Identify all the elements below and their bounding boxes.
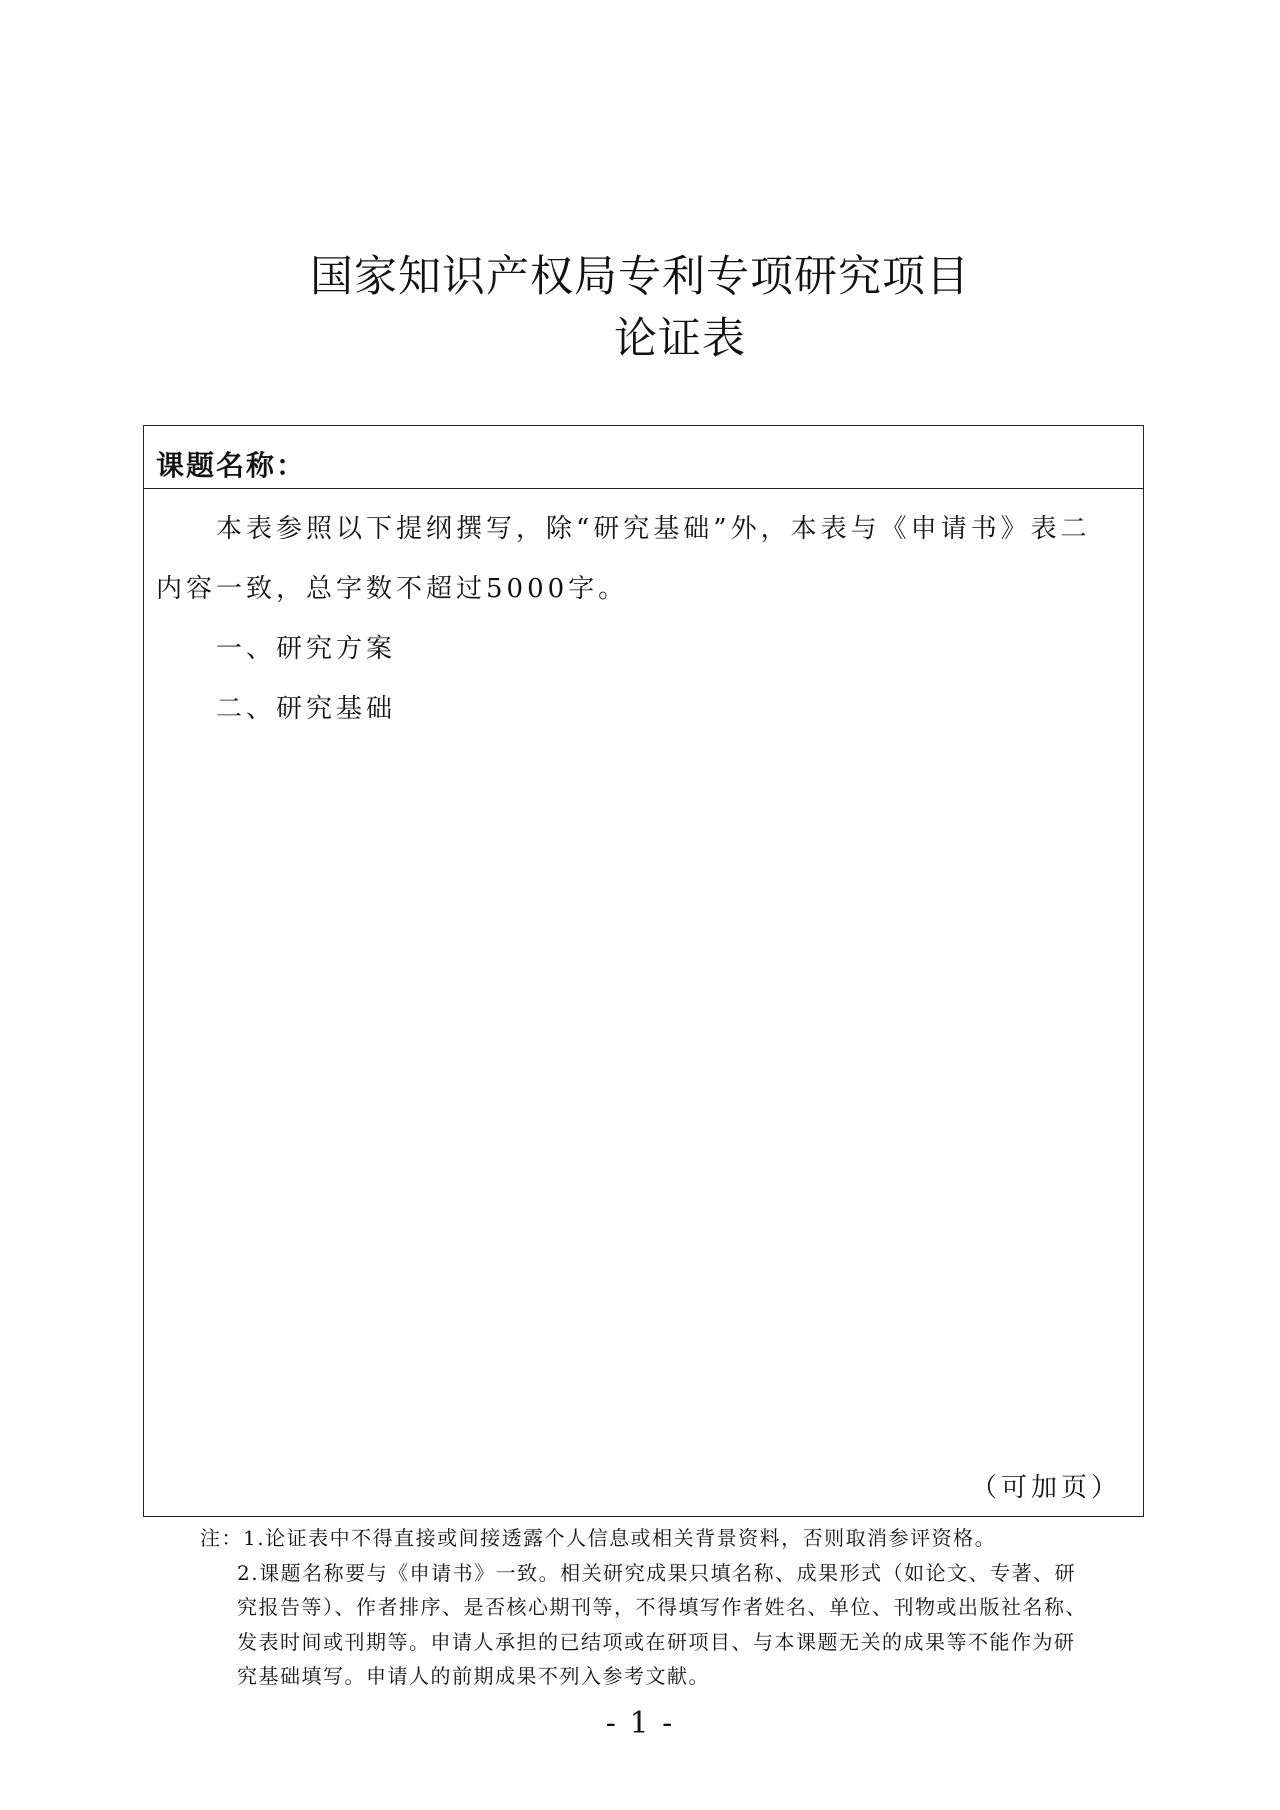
topic-row (144, 426, 1143, 489)
topic-label: 课题名称： (156, 449, 307, 482)
note-2-line1: 2.课题名称要与《申请书》一致。相关研究成果只填名称、成果形式（如论文、专著、研 (237, 1561, 1077, 1585)
document-title: 国家知识产权局专利专项研究项目 (310, 252, 970, 302)
intro-text-line1: 本表参照以下提纲撰写，除“研究基础”外，本表与《申请书》表二 (216, 514, 1091, 544)
note-2-line3: 发表时间或刊期等。申请人承担的已结项或在研项目、与本课题无关的成果等不能作为研 (237, 1630, 1076, 1654)
note-1: 注：1.论证表中不得直接或间接透露个人信息或相关背景资料，否则取消参评资格。 (200, 1526, 997, 1550)
intro-text-line2: 内容一致，总字数不超过5000字。 (156, 574, 629, 604)
add-page-note: （可加页） (970, 1473, 1121, 1503)
document-subtitle: 论证表 (614, 314, 746, 364)
page-number: - 1 - (605, 1706, 675, 1741)
section-research-plan: 一、研究方案 (216, 634, 397, 664)
note-2-line2: 究报告等）、作者排序、是否核心期刊等，不得填写作者姓名、单位、刊物或出版社名称、 (237, 1595, 1087, 1619)
note-2-line4: 究基础填写。申请人的前期成果不列入参考文献。 (237, 1664, 710, 1688)
section-research-foundation: 二、研究基础 (216, 694, 397, 724)
form-table (143, 425, 1144, 1517)
